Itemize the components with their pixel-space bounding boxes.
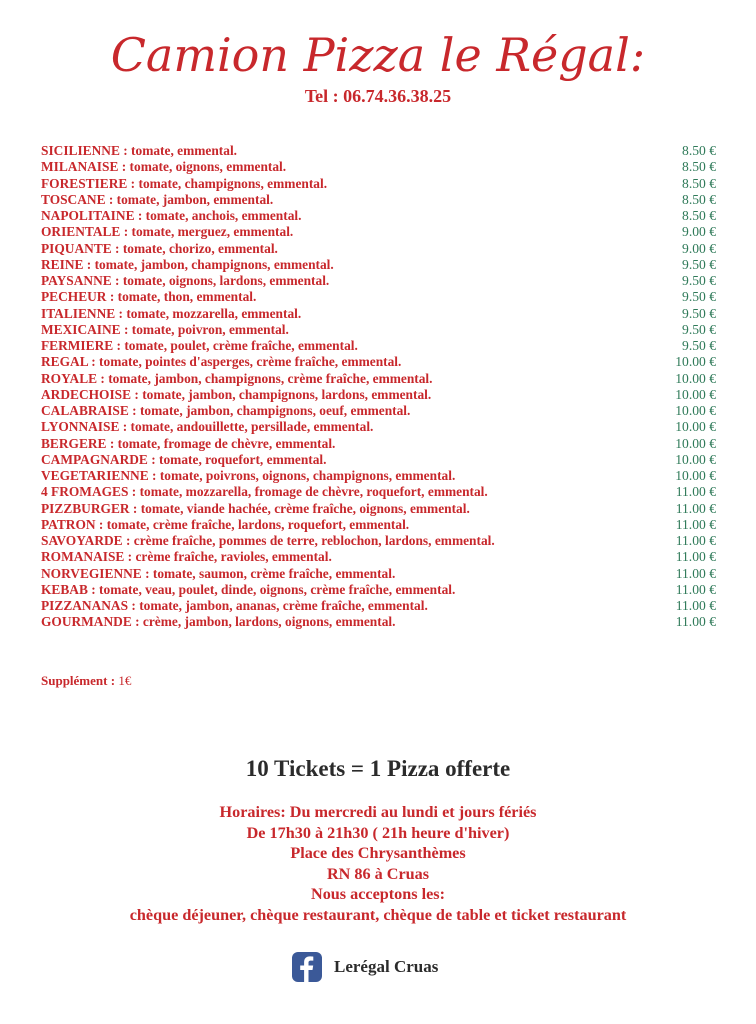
menu-item-price: 8.50 €	[682, 175, 716, 191]
menu-item	[41, 403, 716, 419]
menu-item-ingredients: tomate, thon, emmental.	[117, 289, 257, 305]
menu-item-price: 10.00 €	[675, 403, 716, 418]
menu-item-name: REINE	[41, 256, 84, 272]
menu-item-description	[41, 387, 431, 403]
menu-item-description	[41, 143, 237, 159]
menu-item-name: PIZZANANAS	[41, 598, 129, 613]
menu-item-description	[41, 598, 428, 614]
loyalty-offer: 10 Tickets = 1 Pizza offerte	[245, 756, 511, 781]
menu-item	[41, 566, 716, 582]
menu-item-price: 9.50 €	[682, 338, 716, 353]
menu-item-ingredients: tomate, poulet, crème fraîche, emmental.	[124, 338, 358, 353]
menu-item-separator: :	[128, 484, 140, 500]
menu-item	[41, 452, 716, 468]
menu-item-ingredients: tomate, crème fraîche, lardons, roquefort, emmental.	[106, 516, 410, 532]
menu-item-description	[41, 436, 335, 452]
menu-item-separator: :	[111, 273, 123, 288]
menu-item-name: ARDECHOISE	[41, 386, 132, 402]
page-title: Camion Pizza le Régal:	[110, 28, 646, 82]
menu-item-separator: :	[106, 289, 118, 305]
menu-item-ingredients: crème fraîche, pommes de terre, reblochon, lardons, emmental.	[133, 533, 495, 548]
menu-item-name: FERMIERE	[41, 338, 114, 353]
menu-item-ingredients: tomate, poivrons, oignons, champignons, emmental.	[159, 468, 456, 483]
menu-item	[41, 517, 716, 533]
menu-item	[41, 549, 716, 565]
menu-item-ingredients: tomate, jambon, champignons, crème fraîche, emmental.	[108, 370, 433, 386]
menu-item-name: ITALIENNE	[41, 305, 116, 321]
menu-item-price: 10.00 €	[675, 354, 716, 370]
menu-item-ingredients: tomate, champignons, emmental.	[138, 175, 328, 191]
menu-item-ingredients: tomate, jambon, champignons, lardons, emmental.	[142, 386, 432, 402]
menu-item-name: LYONNAISE	[41, 419, 120, 435]
menu-item-separator: :	[120, 224, 132, 240]
menu-item-name: CALABRAISE	[41, 403, 129, 418]
menu-item-ingredients: tomate, poivron, emmental.	[131, 321, 289, 337]
menu-item-price: 11.00 €	[675, 533, 716, 548]
menu-item-name: PIZZBURGER	[41, 500, 130, 516]
menu-item-price: 10.00 €	[675, 386, 716, 402]
menu-item-ingredients: tomate, veau, poulet, dinde, oignons, crème fraîche, emmental.	[99, 581, 456, 597]
menu-item-description	[41, 224, 293, 240]
menu-item-description	[41, 501, 470, 517]
menu-item	[41, 322, 716, 338]
menu-item-description	[41, 192, 273, 208]
phone-number: Tel : 06.74.36.38.25	[304, 86, 452, 106]
menu-item-ingredients: tomate, andouillette, persillade, emmental.	[130, 419, 374, 435]
menu-item-separator: :	[120, 321, 132, 337]
menu-item-name: PAYSANNE	[41, 273, 112, 288]
menu-item-name: TOSCANE	[41, 191, 109, 207]
menu-item	[41, 289, 716, 305]
menu-item-name: FORESTIERE	[41, 175, 128, 191]
menu-item	[41, 176, 716, 192]
menu-item-price: 10.00 €	[675, 370, 716, 386]
menu-item-price: 11.00 €	[675, 516, 716, 532]
menu-item-name: GOURMANDE	[41, 614, 132, 630]
menu-item-name: PATRON	[41, 516, 96, 532]
menu-item-price: 11.00 €	[675, 549, 716, 565]
location-place: Place des Chrysanthèmes	[290, 844, 466, 863]
menu-item-description	[41, 306, 301, 322]
menu-item-name: PECHEUR	[41, 289, 107, 305]
menu-item-description	[41, 403, 410, 419]
menu-item-name: NAPOLITAINE	[41, 208, 135, 223]
menu-item-separator: :	[148, 468, 160, 483]
menu-item-description	[41, 176, 327, 192]
menu-item	[41, 436, 716, 452]
menu-item-description	[41, 517, 409, 533]
menu-item-price: 10.00 €	[675, 468, 716, 483]
menu-item-ingredients: tomate, emmental.	[131, 143, 238, 158]
menu-item-description	[41, 614, 395, 630]
menu-item-separator: :	[97, 370, 109, 386]
menu-item	[41, 419, 716, 435]
menu-item-price: 11.00 €	[675, 565, 716, 581]
menu-item-name: VEGETARIENNE	[41, 468, 149, 483]
menu-item-separator: :	[119, 419, 131, 435]
menu-item	[41, 598, 716, 614]
menu-item	[41, 354, 716, 370]
facebook-icon	[292, 952, 322, 982]
menu-item-description	[41, 452, 327, 468]
menu-item-description	[41, 159, 286, 175]
menu-item-name: MILANAISE	[41, 159, 119, 175]
menu-item-name: PIQUANTE	[41, 240, 112, 256]
menu-item-price: 10.00 €	[675, 419, 716, 435]
menu-item	[41, 387, 716, 403]
pizza-menu-list	[41, 143, 716, 631]
menu-item-ingredients: tomate, chorizo, emmental.	[122, 240, 278, 256]
menu-item-price: 11.00 €	[675, 598, 716, 613]
menu-item-name: KEBAB	[41, 581, 88, 597]
menu-item-ingredients: tomate, jambon, ananas, crème fraîche, emmental.	[139, 598, 428, 613]
menu-item-separator: :	[115, 305, 127, 321]
menu-item-ingredients: tomate, roquefort, emmental.	[159, 451, 327, 467]
menu-item-separator: :	[129, 500, 141, 516]
menu-item-name: NORVEGIENNE	[41, 565, 142, 581]
menu-item-ingredients: tomate, anchois, emmental.	[145, 208, 302, 223]
menu-item	[41, 273, 716, 289]
menu-item-price: 9.00 €	[682, 240, 716, 256]
menu-item-ingredients: tomate, viande hachée, crème fraîche, oignons, emmental.	[140, 500, 470, 516]
menu-item-ingredients: crème, jambon, lardons, oignons, emmental.	[142, 614, 396, 630]
payment-methods: chèque déjeuner, chèque restaurant, chèque de table et ticket restaurant	[129, 905, 627, 924]
menu-item-ingredients: tomate, jambon, emmental.	[116, 191, 274, 207]
opening-hours: De 17h30 à 21h30 ( 21h heure d'hiver)	[246, 823, 510, 842]
menu-item	[41, 582, 716, 598]
menu-item-separator: :	[147, 451, 160, 467]
menu-item	[41, 241, 716, 257]
menu-item-price: 9.50 €	[682, 305, 716, 321]
menu-item-price: 11.00 €	[675, 484, 716, 500]
menu-item-description	[41, 371, 433, 387]
menu-item-description	[41, 354, 401, 370]
payment-heading: Nous acceptons les:	[311, 885, 445, 904]
info-block	[0, 802, 756, 926]
menu-item-name: SICILIENNE	[41, 143, 120, 158]
menu-item	[41, 371, 716, 387]
menu-item-separator: :	[87, 354, 100, 370]
menu-item-ingredients: tomate, mozzarella, emmental.	[126, 305, 302, 321]
menu-item-description	[41, 582, 455, 598]
menu-item-separator: :	[128, 598, 140, 613]
menu-item	[41, 306, 716, 322]
menu-item-name: REGAL	[41, 354, 88, 370]
menu-item-description	[41, 208, 301, 224]
menu-item-ingredients: tomate, pointes d'asperges, crème fraîche, emmental.	[99, 354, 402, 370]
menu-item-separator: :	[106, 435, 118, 451]
menu-item-separator: :	[87, 581, 100, 597]
menu-item-ingredients: tomate, saumon, crème fraîche, emmental.	[152, 565, 396, 581]
menu-item	[41, 224, 716, 240]
menu-item-ingredients: tomate, oignons, emmental.	[129, 159, 287, 175]
menu-item-price: 8.50 €	[682, 208, 716, 223]
menu-item-description	[41, 322, 289, 338]
menu-item-name: ROMANAISE	[41, 549, 125, 565]
menu-item-separator: :	[134, 208, 146, 223]
menu-item	[41, 484, 716, 500]
location-road: RN 86 à Cruas	[326, 864, 430, 883]
menu-item-name: SAVOYARDE	[41, 533, 123, 548]
supplement-label: Supplément	[41, 673, 108, 688]
menu-item-price: 10.00 €	[675, 451, 716, 467]
menu-item-separator: :	[108, 191, 117, 207]
menu-item-price: 9.50 €	[682, 321, 716, 337]
menu-item-price: 8.50 €	[682, 143, 716, 158]
facebook-page-name: Lerégal Cruas	[334, 957, 439, 976]
facebook-link[interactable]	[292, 952, 438, 982]
menu-item-ingredients: tomate, fromage de chèvre, emmental.	[117, 435, 336, 451]
menu-item-ingredients: tomate, merguez, emmental.	[131, 224, 294, 240]
menu-item-separator: :	[111, 240, 123, 256]
menu-item-name: MEXICAINE	[41, 321, 121, 337]
menu-item-name: CAMPAGNARDE	[41, 451, 148, 467]
menu-item-separator: :	[131, 614, 143, 630]
menu-item-price: 9.50 €	[682, 273, 716, 288]
menu-item-description	[41, 338, 358, 354]
menu-item-separator: :	[83, 256, 95, 272]
menu-item-ingredients: tomate, jambon, champignons, oeuf, emmental.	[139, 403, 411, 418]
menu-item	[41, 208, 716, 224]
menu-item-description	[41, 289, 256, 305]
menu-item-price: 9.50 €	[682, 289, 716, 305]
menu-item-description	[41, 419, 373, 435]
menu-item-price: 9.50 €	[682, 256, 716, 272]
menu-item	[41, 501, 716, 517]
menu-item-ingredients: tomate, oignons, lardons, emmental.	[122, 273, 330, 288]
menu-item-separator: :	[124, 549, 136, 565]
menu-item	[41, 192, 716, 208]
menu-item-description	[41, 566, 395, 582]
menu-item	[41, 614, 716, 630]
menu-item-separator: :	[128, 403, 140, 418]
menu-item-ingredients: tomate, jambon, champignons, emmental.	[94, 256, 334, 272]
menu-item-description	[41, 273, 329, 289]
menu-item-price: 11.00 €	[675, 614, 716, 630]
menu-item-name: ORIENTALE	[41, 224, 121, 240]
menu-item-description	[41, 549, 332, 565]
menu-item-separator: :	[113, 338, 125, 353]
menu-item-description	[41, 533, 495, 549]
menu-item-name: BERGERE	[41, 435, 107, 451]
menu-item-separator: :	[141, 565, 153, 581]
menu-item-separator: :	[131, 386, 143, 402]
menu-item-price: 10.00 €	[675, 435, 716, 451]
menu-item-ingredients: tomate, mozzarella, fromage de chèvre, roquefort, emmental.	[139, 484, 488, 500]
menu-item-price: 8.50 €	[682, 191, 716, 207]
menu-item	[41, 143, 716, 159]
menu-item-price: 11.00 €	[675, 581, 716, 597]
menu-item-description	[41, 468, 455, 484]
menu-item-separator: :	[122, 533, 134, 548]
supplement-separator: :	[110, 673, 119, 688]
opening-days: Horaires: Du mercredi au lundi et jours fériés	[219, 803, 537, 821]
menu-item-ingredients: crème fraîche, ravioles, emmental.	[135, 549, 332, 565]
supplement-value: 1€	[118, 673, 132, 688]
menu-item	[41, 257, 716, 273]
menu-item-separator: :	[127, 175, 139, 191]
menu-item-separator: :	[118, 159, 130, 175]
menu-item-name: 4 FROMAGES	[41, 484, 129, 500]
menu-item	[41, 338, 716, 354]
menu-item	[41, 533, 716, 549]
menu-item-price: 11.00 €	[675, 500, 716, 516]
menu-item-description	[41, 257, 334, 273]
menu-item	[41, 159, 716, 175]
menu-item	[41, 468, 716, 484]
menu-item-price: 8.50 €	[682, 159, 716, 175]
menu-item-price: 9.00 €	[682, 224, 716, 240]
menu-item-separator: :	[95, 516, 107, 532]
menu-item-description	[41, 241, 278, 257]
menu-item-separator: :	[119, 143, 132, 158]
menu-item-name: ROYALE	[41, 370, 98, 386]
supplement-line	[41, 673, 131, 689]
menu-item-description	[41, 484, 488, 500]
